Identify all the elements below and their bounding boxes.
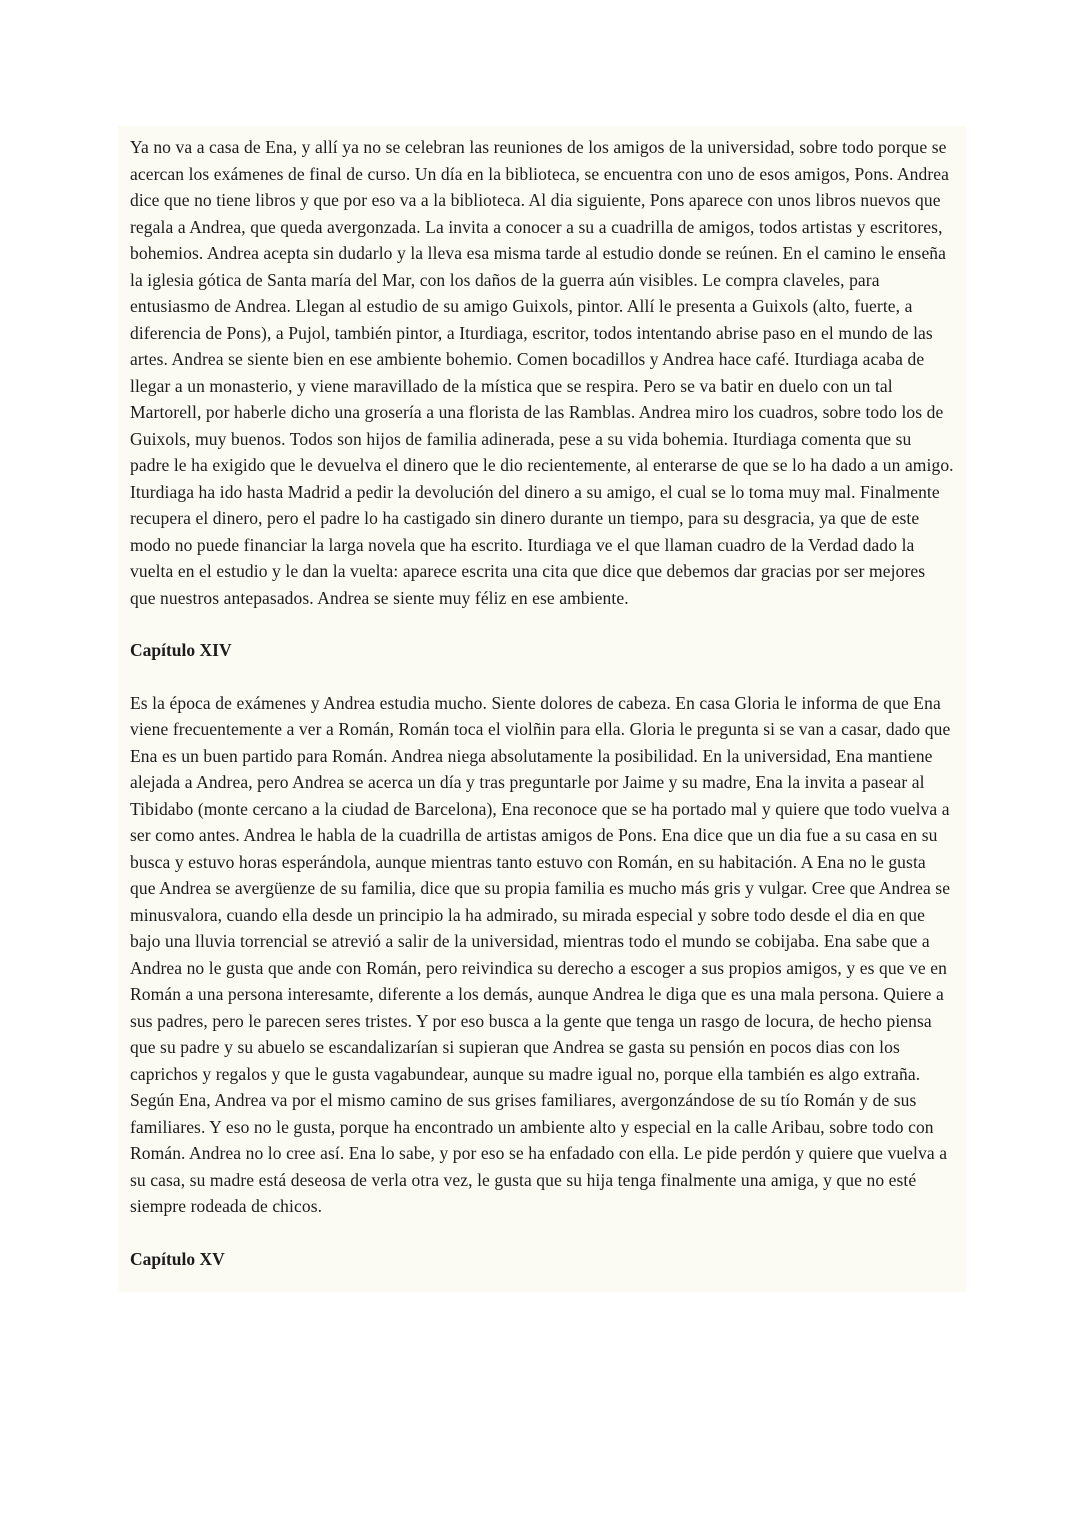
text-block	[118, 126, 966, 1292]
heading-chapter-15: Capítulo XV	[130, 1248, 225, 1269]
heading-chapter-14: Capítulo XIV	[130, 640, 232, 660]
paragraph-chapter-13-summary: Ya no va a casa de Ena, y allí ya no se celebran las reuniones de los amigos de la universidad, sobre todo porque se acercan los exámenes de final de curso. Un día en la biblioteca, se encuentra con uno de esos amigos, Pons. Andrea dice que no tiene libros y que por eso va a la biblioteca. Al dia siguiente, Pons aparece con unos libros nuevos que regala a Andrea, que queda avergonzada. La invita a conocer a su a cuadrilla de amigos, todos artistas y escritores, bohemios. Andrea acepta sin dudarlo y la lleva esa misma tarde al estudio donde se reúnen. En el camino le enseña la iglesia gótica de Santa maría del Mar, con los daños de la guerra aún visibles. Le compra claveles, para entusiasmo de Andrea. Llegan al estudio de su amigo Guixols, pintor. Allí le presenta a Guixols (alto, fuerte, a diferencia de Pons), a Pujol, también pintor, a Iturdiaga, escritor, todos intentando abrise paso en el mundo de las artes. Andrea se siente bien en ese ambiente bohemio. Comen bocadillos y Andrea hace café. Iturdiaga acaba de llegar a un monasterio, y viene maravillado de la mística que se respira. Pero se va batir en duelo con un tal Martorell, por haberle dicho una grosería a una florista de las Ramblas. Andrea miro los cuadros, sobre todo los de Guixols, muy buenos. Todos son hijos de familia adinerada, pese a su vida bohemia. Iturdiaga comenta que su padre le ha exigido que le devuelva el dinero que le dio recientemente, al enterarse de que se lo ha dado a un amigo. Iturdiaga ha ido hasta Madrid a pedir la devolución del dinero a su amigo, el cual se lo toma muy mal. Finalmente recupera el dinero, pero el padre lo ha castigado sin dinero durante un tiempo, para su desgracia, ya que de este modo no puede financiar la larga novela que ha escrito. Iturdiaga ve el que llaman cuadro de la Verdad dado la vuelta en el estudio y le dan la vuelta: aparece escrita una cita que dice que debemos dar gracias por ser mejores que nuestros antepasados. Andrea se siente muy féliz en ese ambiente.	[130, 137, 954, 608]
paragraph-chapter-14-summary: Es la época de exámenes y Andrea estudia mucho. Siente dolores de cabeza. En casa Gloria le informa de que Ena viene frecuentemente a ver a Román, Román toca el violñin para ella. Gloria le pregunta si se van a casar, dado que Ena es un buen partido para Román. Andrea niega absolutamente la posibilidad. En la universidad, Ena mantiene alejada a Andrea, pero Andrea se acerca un día y tras preguntarle por Jaime y su madre, Ena la invita a pasear al Tibidabo (monte cercano a la ciudad de Barcelona), Ena reconoce que se ha portado mal y quiere que todo vuelva a ser como antes. Andrea le habla de la cuadrilla de artistas amigos de Pons. Ena dice que un dia fue a su casa en su busca y estuvo horas esperándola, aunque mientras tanto estuvo con Román, en su habitación. A Ena no le gusta que Andrea se avergüenze de su familia, dice que su propia familia es mucho más gris y vulgar. Cree que Andrea se minusvalora, cuando ella desde un principio la ha admirado, su mirada especial y sobre todo desde el dia en que bajo una lluvia torrencial se atrevió a salir de la universidad, mientras todo el mundo se cobijaba. Ena sabe que a Andrea no le gusta que ande con Román, pero reivindica su derecho a escoger a sus propios amigos, y es que ve en Román a una persona interesamte, diferente a los demás, aunque Andrea le diga que es una mala persona. Quiere a sus padres, pero le parecen seres tristes. Y por eso busca a la gente que tenga un rasgo de locura, de hecho piensa que su padre y su abuelo se escandalizarían si supieran que Andrea se gasta su pensión en pocos dias con los caprichos y regalos y que le gusta vagabundear, aunque su madre igual no, porque ella también es algo extraña. Según Ena, Andrea va por el mismo camino de sus grises familiares, avergonzándose de su tío Román y de sus familiares. Y eso no le gusta, porque ha encontrado un ambiente alto y especial en la calle Aribau, sobre todo con Román. Andrea no lo cree así. Ena lo sabe, y por eso se ha enfadado con ella. Le pide perdón y quiere que vuelva a su casa, su madre está deseosa de verla otra vez, le gusta que su hija tenga finalmente una amiga, y que no esté siempre rodeada de chicos.	[130, 692, 951, 1216]
